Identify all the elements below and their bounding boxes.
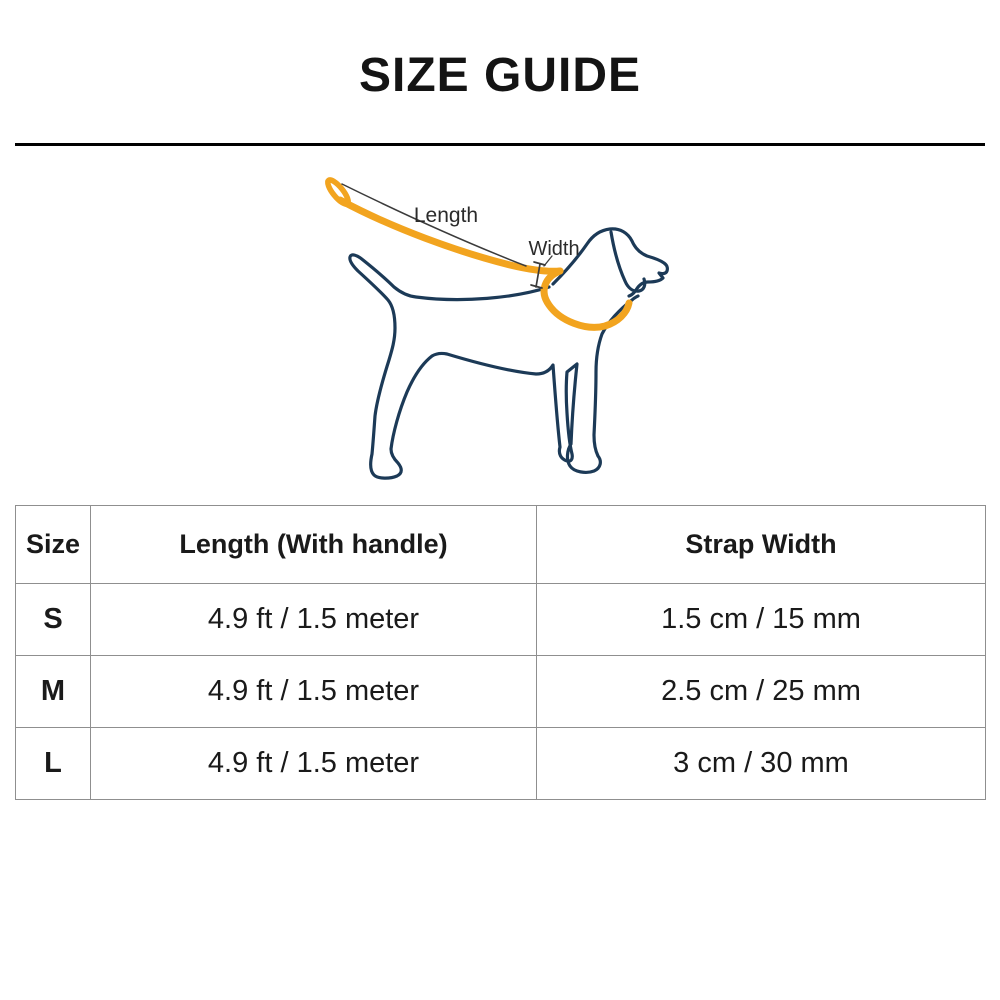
header-size: Size: [16, 506, 91, 584]
size-value: M: [16, 656, 91, 728]
title-divider: [15, 143, 985, 146]
size-value: L: [16, 728, 91, 800]
strap-width-value: 3 cm / 30 mm: [537, 728, 986, 800]
table-row-l: [16, 728, 986, 800]
table-row-s: [16, 584, 986, 656]
size-table-header-row: [16, 506, 986, 584]
dog-leash-diagram: [0, 150, 1000, 505]
strap-width-value: 1.5 cm / 15 mm: [537, 584, 986, 656]
width-label: Width: [528, 238, 580, 260]
length-value: 4.9 ft / 1.5 meter: [91, 584, 537, 656]
measurement-lines: [342, 184, 552, 288]
header-strap-width: Strap Width: [537, 506, 986, 584]
header-length: Length (With handle): [91, 506, 537, 584]
size-table: [15, 505, 986, 800]
length-value: 4.9 ft / 1.5 meter: [91, 728, 537, 800]
length-label: Length: [413, 204, 479, 227]
strap-width-value: 2.5 cm / 25 mm: [537, 656, 986, 728]
page-title: SIZE GUIDE: [358, 49, 642, 102]
length-value: 4.9 ft / 1.5 meter: [91, 656, 537, 728]
leash-icon: [325, 177, 629, 327]
size-value: S: [16, 584, 91, 656]
table-row-m: [16, 656, 986, 728]
